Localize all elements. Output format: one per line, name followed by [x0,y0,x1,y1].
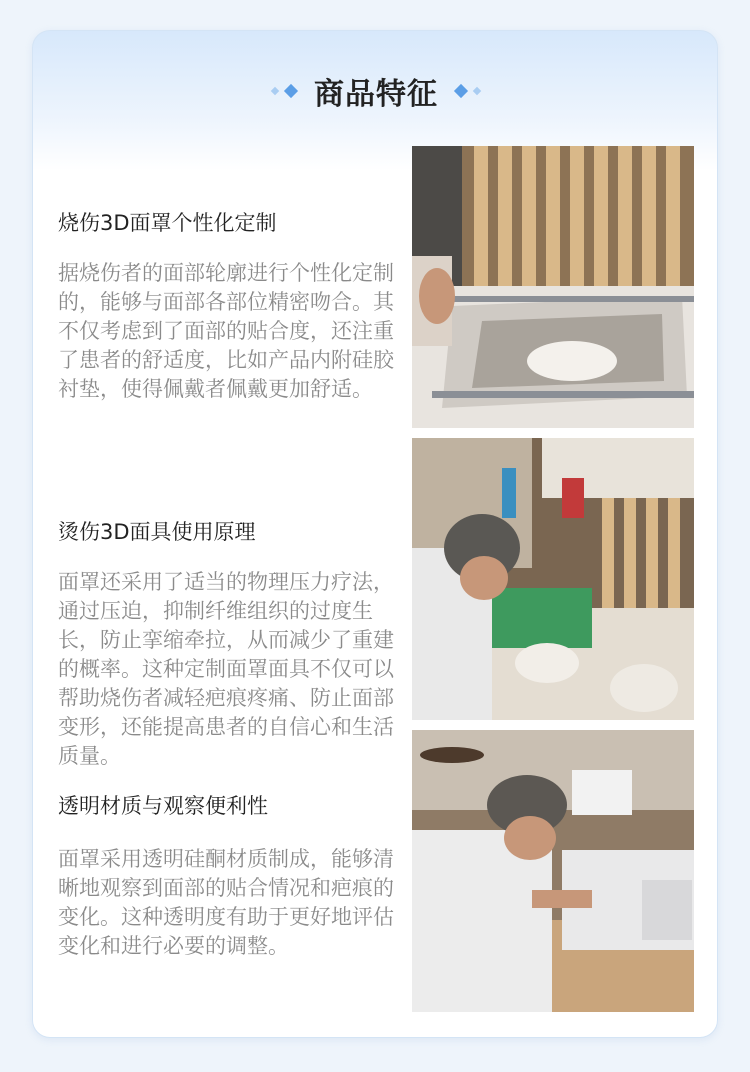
photo-workshop-masks [412,438,694,720]
feature-heading-transparency: 透明材质与观察便利性 [58,794,268,818]
section-title: 商品特征 [314,77,438,112]
diamond-decoration-icon [454,84,468,98]
feature-heading-principle: 烫伤3D面具使用原理 [58,520,256,544]
section-title-row [33,73,719,112]
feature-body-transparency: 面罩采用透明硅酮材质制成，能够清晰地观察到面部的贴合情况和疤痕的变化。这种透明度有助于更好地评估变化和进行必要的调整。 [58,847,394,958]
diamond-decoration-icon [473,87,481,95]
feature-heading-customization: 烧伤3D面罩个性化定制 [58,211,277,235]
feature-body-customization: 据烧伤者的面部轮廓进行个性化定制的，能够与面部各部位精密吻合。其不仅考虑到了面部的贴合度，还注重了患者的舒适度，比如产品内附硅胶衬垫，使得佩戴者佩戴更加舒适。 [58,261,394,401]
diamond-decoration-icon [284,84,298,98]
photo-forming-machine [412,146,694,428]
diamond-decoration-icon [271,87,279,95]
photo-sewing-machine [412,730,694,1012]
feature-body-principle: 面罩还采用了适当的物理压力疗法，通过压迫，抑制纤维组织的过度生长，防止挛缩牵拉，从而减少了重建的概率。这种定制面罩面具不仅可以帮助烧伤者减轻疤痕疼痛、防止面部变形，还能提高患者的自信心和生活质量。 [58,570,394,768]
